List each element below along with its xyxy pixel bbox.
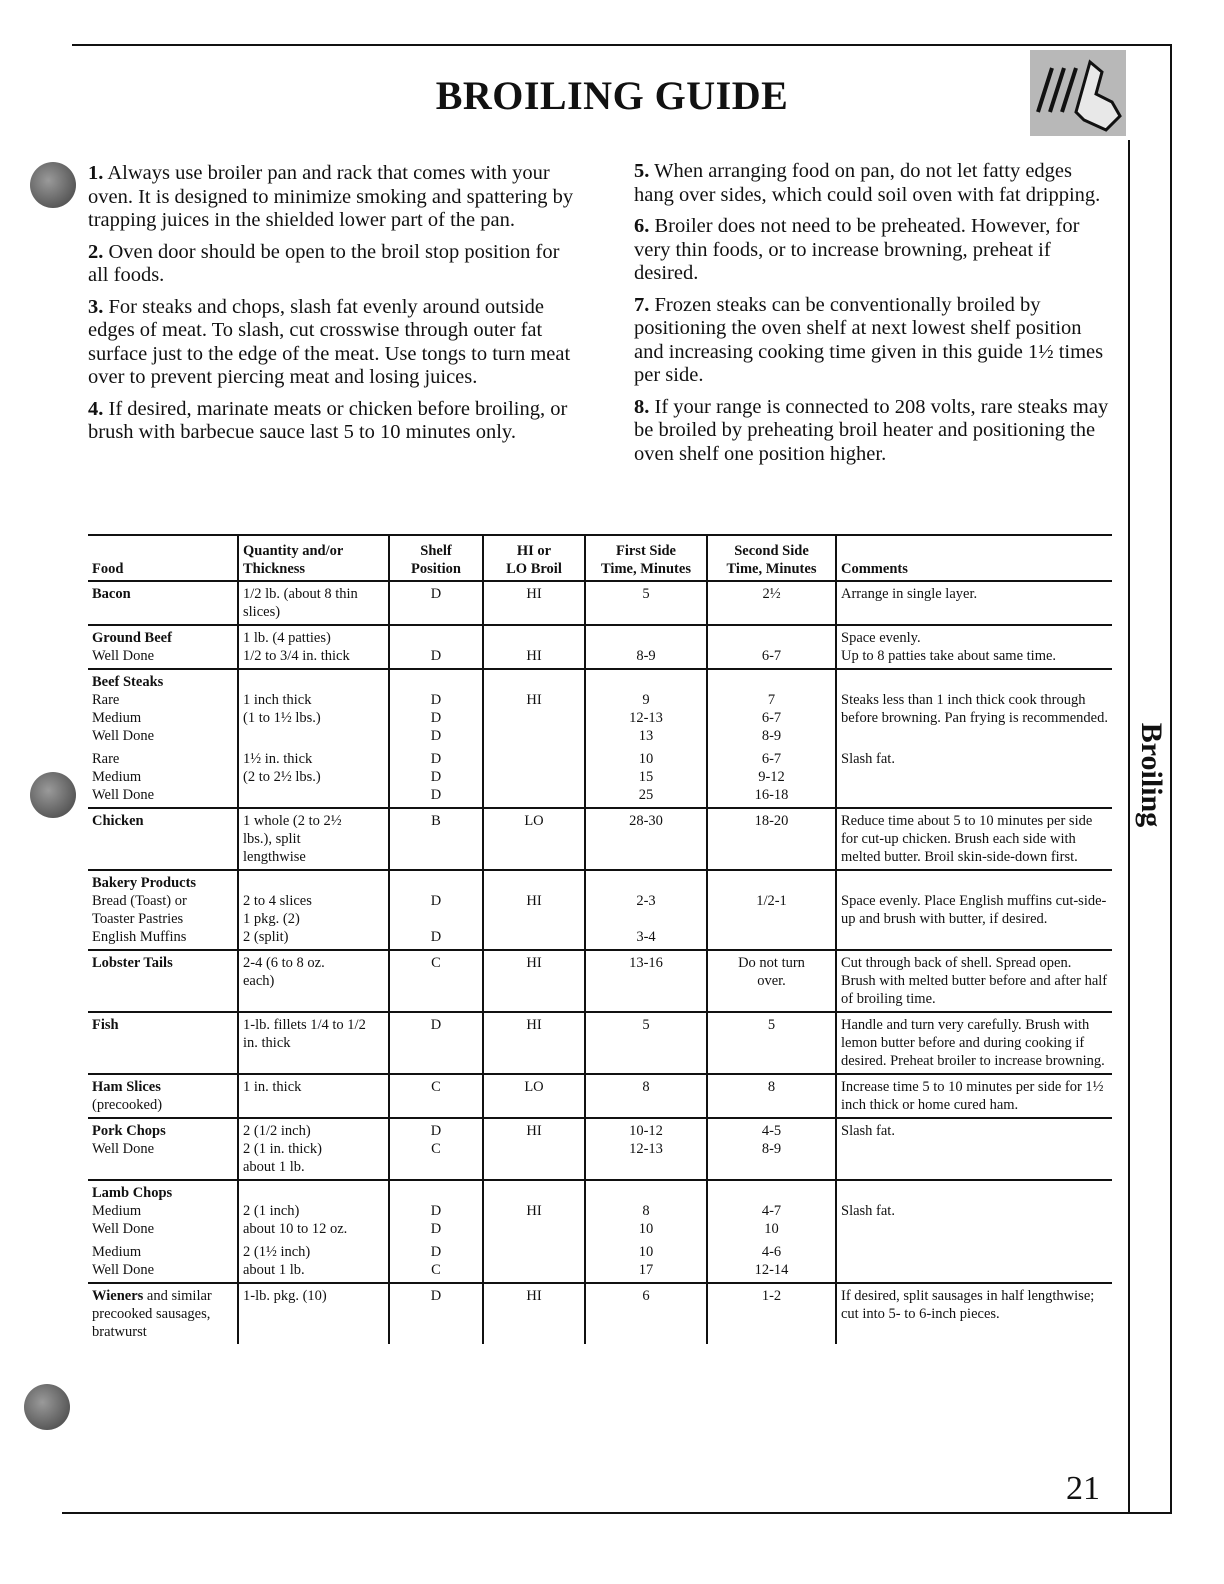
- instruction-8: 8. If your range is connected to 208 volts, rare steaks may be broiled by preheating broil heater and positioning the oven shelf one position higher.: [634, 395, 1109, 465]
- table-row: Lamb Chops Medium Well Done Medium Well Done 2 (1 inch) about 10 to 12 oz. 2 (1½ inch) about 1 lb. D D D C HI 8 10 10 17 4-7 10 4-6 12-14 Slash fat.: [88, 1180, 1112, 1283]
- page-title: BROILING GUIDE: [435, 73, 789, 118]
- table-row: Lobster Tails 2-4 (6 to 8 oz. each) C HI 13-16 Do not turn over. Cut through back of shell. Spread open. Brush with melted butter before and after half of broiling time.: [88, 950, 1112, 1012]
- header-second-side: Second Side Time, Minutes: [707, 535, 836, 581]
- instruction-6: 6. Broiler does not need to be preheated. However, for very thin foods, or to increase browning, preheat if desired.: [634, 215, 1080, 284]
- table-row: Pork Chops Well Done 2 (1/2 inch) 2 (1 in. thick) about 1 lb. D C HI 10-12 12-13 4-5 8-9 Slash fat.: [88, 1118, 1112, 1180]
- top-rule: [72, 44, 1170, 46]
- instruction-5: 5. When arranging food on pan, do not let fatty edges hang over sides, which could soil oven with fat dripping.: [634, 160, 1101, 206]
- instruction-2: 2. Oven door should be open to the broil stop position for all foods.: [88, 240, 560, 286]
- header-quantity: Quantity and/or Thickness: [238, 535, 389, 581]
- header-comments: Comments: [836, 535, 1112, 581]
- header-food: Food: [88, 535, 238, 581]
- table-header: [88, 535, 1112, 581]
- table-row: Beef Steaks Rare Medium Well Done Rare Medium Well Done 1 inch thick (1 to 1½ lbs.) 1½ in. thick (2 to 2½ lbs.) D D D D D D HI 9 12-13 13 10 15 25 7 6-7 8-9 6-7 9-12 16-18 Steaks less than 1 inch thick cook through before browning. Pan frying is recommended. Slash fat.: [88, 669, 1112, 808]
- inner-rule: [1128, 140, 1130, 1514]
- table-row: Chicken 1 whole (2 to 2½ lbs.), split lengthwise B LO 28-30 18-20 Reduce time about 5 to 10 minutes per side for cut-up chicken. Brush each side with melted butter. Broil skin-side-down first.: [88, 808, 1112, 870]
- table-row: Fish 1-lb. fillets 1/4 to 1/2 in. thick D HI 5 5 Handle and turn very carefully. Brush with lemon butter before and during cooking if desired. Preheat broiler to increase browning.: [88, 1012, 1112, 1074]
- instruction-4: 4. If desired, marinate meats or chicken before broiling, or brush with barbecue sauce last 5 to 10 minutes only.: [88, 397, 568, 443]
- table-row: Bakery Products Bread (Toast) or Toaster Pastries English Muffins 2 to 4 slices 1 pkg. (2) 2 (split) D D HI 2-3 3-4 1/2-1 Space evenly. Place English muffins cut-side-up and brush with butter, if desired.: [88, 870, 1112, 950]
- right-rule: [1170, 44, 1172, 1514]
- table-row: Wieners and similar precooked sausages, bratwurst 1-lb. pkg. (10) D HI 6 1-2 If desired, split sausages in half lengthwise; cut into 5- to 6-inch pieces.: [88, 1283, 1112, 1344]
- table-row: Bacon 1/2 lb. (about 8 thin slices) D HI 5 2½ Arrange in single layer.: [88, 581, 1112, 625]
- header-shelf: Shelf Position: [389, 535, 483, 581]
- bottom-rule: [62, 1512, 1172, 1514]
- instruction-1: 1. Always use broiler pan and rack that comes with your oven. It is designed to minimize smoking and spattering by trapping juices in the shielded lower part of the pan.: [88, 162, 574, 231]
- table-row: Ground Beef Well Done 1 lb. (4 patties) 1/2 to 3/4 in. thick D HI 8-9 6-7 Space evenly. Up to 8 patties take about same time.: [88, 625, 1112, 669]
- instructions-right: [634, 160, 1114, 474]
- binder-hole-icon: [24, 1384, 70, 1430]
- instructions-left: [88, 162, 578, 453]
- broiling-table: [88, 534, 1112, 1344]
- side-tab: Broiling: [1135, 722, 1168, 828]
- instruction-3: 3. For steaks and chops, slash fat evenly around outside edges of meat. To slash, cut crosswise through outer fat surface just to the edge of the meat. Use tongs to turn meat over to prevent piercing meat and losing juices.: [88, 295, 571, 388]
- header-first-side: First Side Time, Minutes: [585, 535, 707, 581]
- table-row: Ham Slices (precooked) 1 in. thick C LO 8 8 Increase time 5 to 10 minutes per side for 1½ inch thick or home cured ham.: [88, 1074, 1112, 1118]
- binder-hole-icon: [30, 162, 76, 208]
- instruction-7: 7. Frozen steaks can be conventionally broiled by positioning the oven shelf at next lowest shelf position and increasing cooking time given in this guide 1½ times per side.: [634, 293, 1104, 386]
- header-broil: HI or LO Broil: [483, 535, 585, 581]
- page-number: 21: [1066, 1470, 1100, 1507]
- binder-hole-icon: [30, 772, 76, 818]
